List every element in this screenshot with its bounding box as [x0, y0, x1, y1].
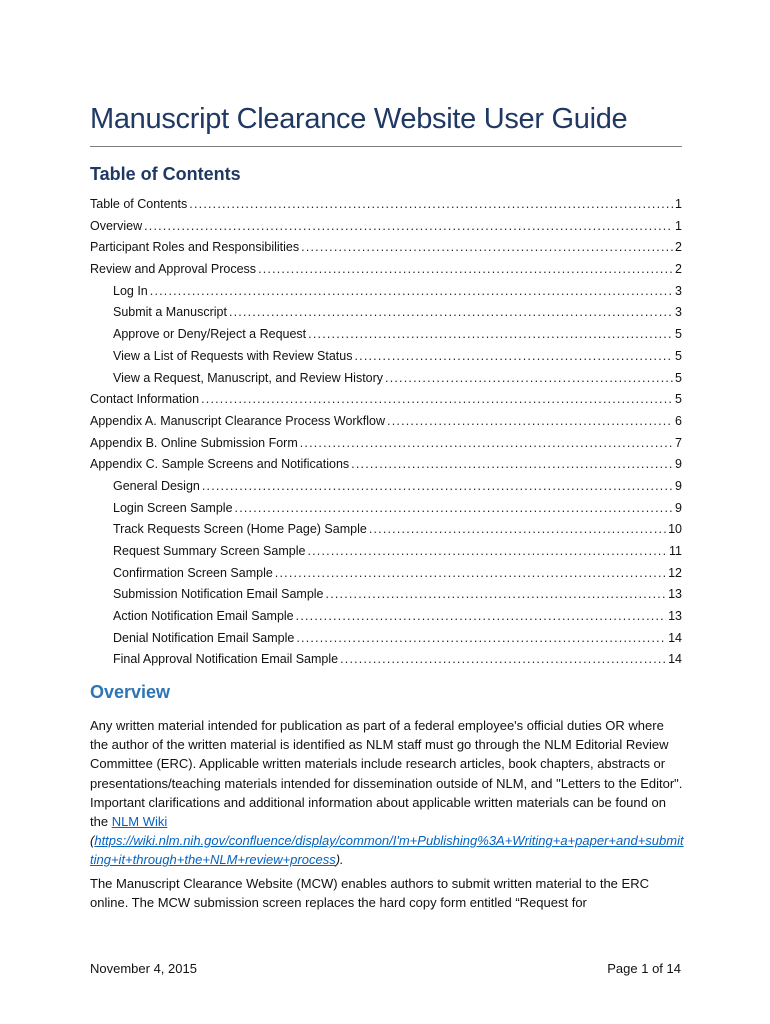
toc-entry-title: Final Approval Notification Email Sample: [113, 652, 339, 667]
toc-entry-title: Contact Information: [90, 392, 200, 407]
toc-dot-leader: [275, 563, 666, 585]
toc-entry[interactable]: [90, 411, 682, 433]
toc-entry[interactable]: [90, 584, 682, 606]
toc-dot-leader: [202, 476, 673, 498]
nlm-wiki-url-link[interactable]: https://wiki.nlm.nih.gov/confluence/display/common/I'm+Publishing%3A+Writing+a+paper+and+submitting+it+through+the+NLM+review+process: [90, 833, 684, 868]
toc-entry-title: Denial Notification Email Sample: [113, 630, 295, 645]
toc-entry-title: Submit a Manuscript: [113, 305, 227, 320]
toc-entry-page: 13: [668, 587, 682, 602]
toc-entry-title: Appendix A. Manuscript Clearance Process Workflow: [90, 413, 386, 428]
toc-dot-leader: [340, 649, 666, 671]
table-of-contents: [90, 194, 682, 671]
toc-entry[interactable]: [90, 194, 682, 216]
toc-entry-title: General Design: [113, 478, 200, 493]
toc-entry-page: 3: [675, 283, 682, 298]
toc-entry-title: Review and Approval Process: [90, 262, 257, 277]
toc-entry-title: Submission Notification Email Sample: [113, 587, 324, 602]
footer-page-number: Page 1 of 14: [607, 961, 681, 976]
toc-entry[interactable]: [90, 368, 682, 390]
toc-entry[interactable]: [90, 649, 682, 671]
toc-dot-leader: [351, 454, 673, 476]
overview-heading: Overview: [90, 682, 171, 702]
nlm-wiki-link[interactable]: NLM Wiki: [111, 814, 168, 830]
toc-dot-leader: [144, 216, 673, 238]
toc-entry[interactable]: [90, 476, 682, 498]
toc-dot-leader: [201, 389, 673, 411]
toc-entry-title: Table of Contents: [90, 197, 188, 211]
toc-entry-page: 5: [675, 370, 682, 385]
toc-entry[interactable]: [90, 346, 682, 368]
toc-entry[interactable]: [90, 389, 682, 411]
toc-dot-leader: [387, 411, 673, 433]
toc-entry-title: View a Request, Manuscript, and Review History: [113, 370, 384, 385]
toc-entry[interactable]: [90, 563, 682, 585]
toc-dot-leader: [354, 346, 673, 368]
toc-entry-title: Request Summary Screen Sample: [113, 544, 306, 558]
toc-entry-page: 6: [675, 413, 682, 428]
footer-date: November 4, 2015: [90, 961, 197, 976]
toc-entry[interactable]: [90, 237, 682, 259]
toc-entry[interactable]: [90, 541, 682, 563]
mcw-paragraph: The Manuscript Clearance Website (MCW) enables authors to submit written material to the ERC online. The MCW submission screen replaces the hard copy form entitled “Request for: [90, 876, 649, 911]
toc-entry-page: 5: [675, 327, 682, 342]
toc-dot-leader: [189, 194, 673, 216]
page-title: Manuscript Clearance Website User Guide: [90, 103, 628, 135]
toc-entry-title: Participant Roles and Responsibilities: [90, 240, 300, 255]
toc-entry[interactable]: [90, 519, 682, 541]
toc-entry-title: Approve or Deny/Reject a Request: [113, 327, 307, 342]
toc-entry-title: Track Requests Screen (Home Page) Sample: [113, 522, 367, 537]
toc-dot-leader: [235, 498, 674, 520]
toc-entry-page: 14: [668, 630, 682, 645]
toc-heading: Table of Contents: [90, 164, 241, 184]
title-divider: [90, 146, 682, 147]
overview-paragraph: [90, 716, 684, 870]
toc-dot-leader: [296, 606, 666, 628]
toc-entry[interactable]: [90, 281, 682, 303]
toc-entry-page: 1: [675, 197, 682, 211]
toc-entry-page: 5: [675, 392, 682, 407]
toc-dot-leader: [150, 281, 673, 303]
toc-dot-leader: [301, 237, 673, 259]
toc-entry-page: 5: [675, 348, 682, 363]
toc-entry[interactable]: [90, 433, 682, 455]
toc-entry[interactable]: [90, 498, 682, 520]
toc-entry[interactable]: [90, 302, 682, 324]
toc-entry-page: 14: [668, 652, 682, 667]
toc-entry[interactable]: [90, 606, 682, 628]
overview-paragraph-text: Any written material intended for publication as part of a federal employee's official duties OR where the author of the written material is identified as NLM staff must go through the NLM Editorial Review Committee (ERC). Applicable written materials include research articles, book chapters, abstracts or presentations/teaching materials intended for dissemination outside of NLM, and "Letters to the Editor". Important clarifications and additional information about applicable written materials can be found on the: [90, 718, 683, 830]
toc-dot-leader: [300, 433, 673, 455]
toc-dot-leader: [258, 259, 673, 281]
toc-entry-page: 1: [675, 218, 682, 233]
url-close-paren: ).: [335, 852, 344, 868]
toc-entry[interactable]: [90, 628, 682, 650]
toc-dot-leader: [385, 368, 673, 390]
toc-entry-page: 7: [675, 435, 682, 450]
toc-entry-title: Action Notification Email Sample: [113, 609, 294, 624]
toc-entry-title: Login Screen Sample: [113, 500, 233, 515]
toc-dot-leader: [229, 302, 673, 324]
toc-entry[interactable]: [90, 324, 682, 346]
toc-entry-title: Overview: [90, 218, 143, 233]
toc-dot-leader: [307, 541, 667, 563]
toc-entry-page: 2: [675, 262, 682, 277]
toc-dot-leader: [369, 519, 666, 541]
toc-entry[interactable]: [90, 454, 682, 476]
toc-entry[interactable]: [90, 259, 682, 281]
toc-entry-page: 9: [675, 478, 682, 493]
toc-entry-page: 12: [668, 565, 682, 580]
toc-entry-page: 2: [675, 240, 682, 255]
toc-entry-page: 11: [669, 544, 682, 558]
toc-entry-title: Appendix C. Sample Screens and Notifications: [90, 457, 350, 472]
toc-entry-title: Confirmation Screen Sample: [113, 565, 273, 580]
toc-entry-title: Log In: [113, 283, 148, 298]
toc-dot-leader: [308, 324, 673, 346]
toc-entry[interactable]: [90, 216, 682, 238]
toc-entry-page: 9: [675, 500, 682, 515]
toc-entry-title: View a List of Requests with Review Status: [113, 348, 353, 363]
toc-entry-page: 10: [668, 522, 682, 537]
toc-entry-page: 9: [675, 457, 682, 472]
toc-dot-leader: [296, 628, 666, 650]
toc-entry-page: 3: [675, 305, 682, 320]
url-open-paren: (: [90, 833, 95, 849]
toc-dot-leader: [326, 584, 667, 606]
toc-entry-title: Appendix B. Online Submission Form: [90, 435, 298, 450]
toc-entry-page: 13: [668, 609, 682, 624]
